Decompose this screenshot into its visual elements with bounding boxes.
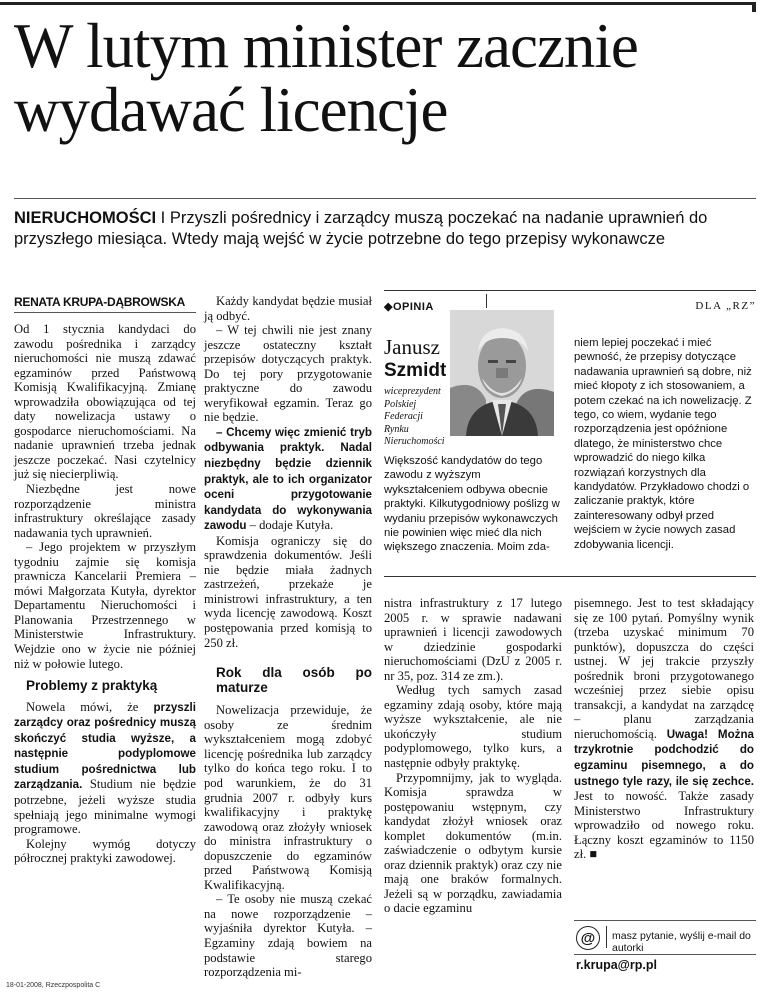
col2-paragraph: – W tej chwili nie jest znany jeszcze ostateczny kształt przepisów dotyczących praktyk. Do tej pory przygotowanie praktyczne do zawodu weryfikował egzamin. Teraz go nie będzie. — [204, 323, 372, 425]
headline-rule — [14, 198, 756, 199]
col1-paragraph: Od 1 stycznia kandydaci do zawodu pośrednika i zarządcy nieruchomości nie muszą zdawać egzaminów przed Państwową Komisją Kwalifikacyjną. Zmianę wprowadziła obowiązująca od tej daty nowelizacja ustawy o gospodarce nieruchomościami. Na nadanie uprawnień trzeba jednak jeszcze poczekać. Nasi czytelnicy już się niecierpliwią. — [14, 322, 196, 482]
col1-paragraph — [14, 700, 196, 837]
subhead-problems: Problemy z praktyką — [26, 678, 158, 694]
at-icon: @ — [576, 926, 600, 950]
col2-paragraph — [204, 425, 372, 534]
opinion-role — [384, 386, 446, 449]
col2-text: – dodaje Kutyła. — [246, 518, 334, 533]
contact-rule — [574, 920, 756, 921]
col2-paragraph: Nowelizacja przewiduje, że osoby ze średnim wykształceniem mogą zdobyć licencję pośrednika lub zarządcy tylko do końca tego roku. I to pod warunkiem, że do 31 grudnia 2007 r. odbyły kurs kwalifikacyjny i praktykę zawodową oraz złożyły wniosek do ministra infrastruktury o dopuszczenie do egzaminów przed Państwową Komisją Kwalifikacyjną. — [204, 703, 372, 892]
author-byline: RENATA KRUPA-DĄBROWSKA — [14, 295, 185, 309]
opinion-role-line: Polskiej Federacji — [384, 398, 423, 423]
col3-paragraph: Przypomnijmy, jak to wygląda. Komisja sprawdza w postępowaniu wstępnym, czy kandydat złożył wniosek oraz komplet dokumentów (m.in. zaświadczenie o odbytym kursie oraz dziennik praktyk) oraz czy nie mają one braków formalnych. Jeżeli są w porządku, zawiadamia o dacie egzaminu — [384, 770, 562, 916]
opinion-text-right: niem lepiej poczekać i mieć pewność, że przepisy dotyczące nadawania uprawnień są dobre, niż mieć kłopoty z ich stosowaniem, a potem czekać na ich nowelizację. Z tego, co wiem, wydanie tego rozporządzenia jest opóźnione dlatego, że ministerstwo chce wprowadzić do niego kilka rozwiązań korzystnych dla kandydatów. Przykładowo chodzi o zaliczanie praktyk, które zainteresowany odbył przed wejściem w życie nowych zasad zdobywania licencji. — [574, 337, 752, 551]
col4-bold-text: Uwaga! Można trzykrotnie podchodzić do egzaminu pisemnego, a do ustnego tyle razy, ile się zechce. — [574, 727, 754, 788]
col2-paragraph: Każdy kandydat będzie musiał ją odbyć. — [204, 294, 372, 323]
col4-text: pisemnego. Jest to test składający się ze 100 pytań. Pomyślny wynik (trzeba uzyskać minimum 70 punktów), dopuszcza do części ustnej. W jej trakcie przyszły pośrednik broni przygotowanego wcześniej przez siebie opisu transakcji, a kandydat na zarządcę – planu zarządzania nieruchomością. — [574, 596, 754, 741]
headline: W lutym minister zacznie wydawać licencje — [14, 11, 638, 145]
col2-paragraph: Komisja ograniczy się do sprawdzenia dokumentów. Jeśli nie będzie miała żadnych zastrzeżeń, przekaże je ministrowi infrastruktury, a ten wyda licencję zawodową. Koszt postępowania przed komisją to 250 zł. — [204, 533, 372, 650]
opinion-first-name: Janusz — [384, 335, 440, 359]
contact-text: masz pytanie, wyślij e-mail do autorki — [612, 930, 751, 954]
col1-paragraph: – Jego projektem w przyszłym tygodniu zajmie się komisja prawnicza Kancelarii Premiera – mówi Małgorzata Kutyła, dyrektor Departamentu Nieruchomości i Planowania Przestrzennego w Ministerstwie Infrastruktury. Wejdzie ono w życie nie później niż w połowie lutego. — [14, 540, 196, 671]
col1-text: Nowela mówi, że — [26, 699, 154, 714]
opinion-last-name: Szmidt — [384, 360, 447, 381]
col2-bold-text: – Chcemy więc zmienić tryb odbywania praktyk. Nadal niezbędny będzie dziennik praktyk, ale to ich organizator oceni przygotowanie kandydata do wykonywania zawodu — [204, 425, 372, 533]
col3-paragraph: Według tych samych zasad egzaminy zdają osoby, które mają wyższe wykształcenie, ale nie ukończyły studium podyplomowego, tylko kurs, a następnie odbyły praktykę. — [384, 683, 562, 771]
author-rule — [14, 312, 196, 313]
column-1 — [14, 322, 196, 866]
col1-bold-text: przyszli zarządcy oraz pośrednicy muszą skończyć studia wyższe, a następnie podyplomowe studium pośrednictwa lub zarządzania. — [14, 700, 196, 792]
subhead-year: Rok dla osób po maturze — [216, 665, 372, 695]
opinion-role-line: Rynku Nieruchomości — [384, 423, 445, 448]
opinion-label-text: OPINIA — [392, 301, 434, 313]
column-3 — [384, 596, 562, 916]
contact-rule-bottom — [574, 954, 756, 955]
col4-text: Jest to nowość. Także zasady Ministerstwo Infrastruktury wprowadziło od nowego roku. Łączny koszt egzaminów to 1150 zł. ■ — [574, 789, 754, 862]
contact-divider — [606, 926, 607, 948]
col1-text: Studium nie będzie potrzebne, jeżeli wyższe studia spełniają jego minimalne wymogi programowe. — [14, 777, 196, 837]
column-4 — [574, 596, 754, 862]
footer-source: 18-01-2008, Rzeczpospolita C — [6, 982, 101, 989]
lead — [14, 208, 754, 250]
column-2 — [204, 294, 372, 980]
opinion-top-rule — [384, 290, 756, 291]
lead-section: NIERUCHOMOŚCI — [14, 209, 157, 227]
author-email-link[interactable]: r.krupa@rp.pl — [576, 958, 657, 972]
col3-paragraph: nistra infrastruktury z 17 lutego 2005 r. w sprawie nadawani uprawnień i licencji zawodowych w dziedzinie gospodarki nieruchomościami (DzU z 2005 r. nr 35, poz. 314 ze zm.). — [384, 596, 562, 683]
lead-separator: I — [156, 209, 170, 227]
right-frame-corner — [752, 2, 756, 12]
portrait-photo — [446, 308, 558, 436]
opinion-bottom-rule — [384, 576, 756, 577]
col1-paragraph: Niezbędne jest nowe rozporządzenie ministra infrastruktury określające zasady nadawania tych uprawnień. — [14, 482, 196, 540]
lead-text: Przyszli pośrednicy i zarządcy muszą poczekać na nadanie uprawnień do przyszłego miesiąca. Wtedy mają wejść w życie potrzebne do tego przepisy wykonawcze — [14, 209, 708, 248]
col4-paragraph — [574, 596, 754, 862]
opinion-label: ◆OPINIA — [384, 301, 434, 313]
col2-paragraph: – Te osoby nie muszą czekać na nowe rozporządzenie – wyjaśniła dyrektor Kutyła. – Egzaminy zdają bowiem na podstawie starego rozporządzenia mi- — [204, 892, 372, 980]
col1-paragraph: Kolejny wymóg dotyczy półrocznej praktyki zawodowej. — [14, 836, 196, 866]
top-frame-line — [0, 2, 752, 5]
opinion-text-left: Większość kandydatów do tego zawodu z wyższym wykształceniem odbywa obecnie praktyki. Kilkutygodniowy poślizg w wydaniu przepisów wykonawczych nie powinien więc mieć dla nich większego znaczenia. Moim zda- — [384, 455, 560, 554]
opinion-role-line: wiceprezydent — [384, 386, 441, 397]
opinion-dla-rz: DLA „RZ” — [695, 300, 756, 312]
